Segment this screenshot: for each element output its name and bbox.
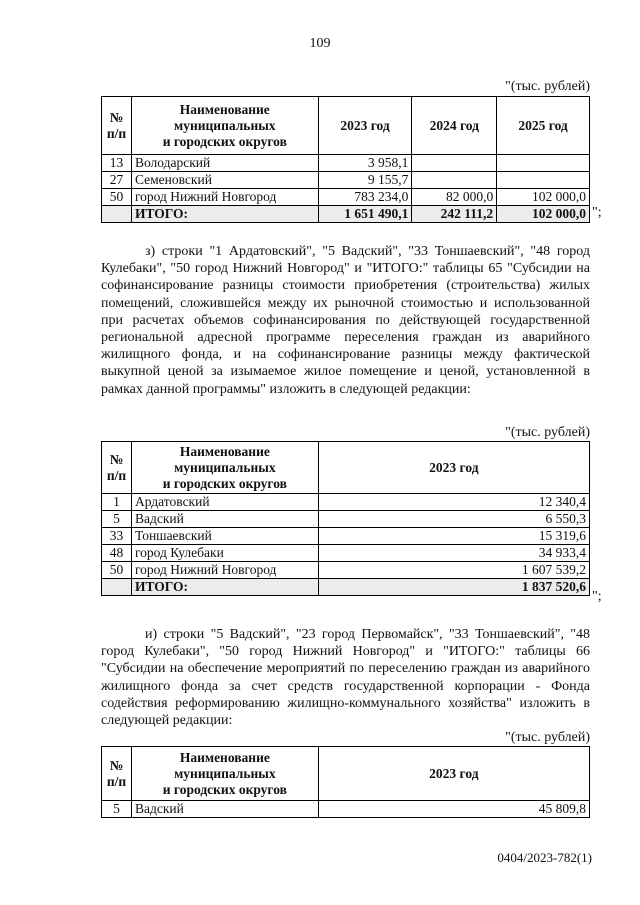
page-number: 109 [309, 36, 331, 51]
row-2023: 1 607 539,2 [318, 562, 589, 579]
row-2023: 3 958,1 [318, 155, 412, 172]
table-row [102, 528, 590, 545]
row-num: 13 [102, 155, 132, 172]
table-row [102, 494, 590, 511]
table-2 [101, 441, 590, 596]
table-closing-quote: "; [592, 205, 602, 220]
row-2024 [412, 172, 497, 189]
row-num: 48 [102, 545, 132, 562]
row-num: 27 [102, 172, 132, 189]
row-name: город Кулебаки [131, 545, 318, 562]
units-label: "(тыс. рублей) [505, 730, 590, 745]
row-2025 [497, 155, 590, 172]
paragraph-z: з) строки "1 Ардатовский", "5 Вадский", "33 Тоншаевский", "48 город Кулебаки", "50 город Нижний Новгород" и "ИТОГО:" таблицы 65 "Субсидии на софинансирование разницы стоимости приобретения (строительства) жилых помещений, сложившейся между их рыночной стоимостью и использованной при расчетах объемов софинансирования по действующей государственной региональной адресной программе переселения граждан из аварийного жилищного фонда, и на софинансирование разницы между фактической выкупной ценой за изымаемое жилое помещение и ценой, установленной в рамках данной программы" изложить в следующей редакции: [101, 244, 590, 397]
row-num: 50 [102, 562, 132, 579]
table-header-row [102, 97, 590, 155]
row-name: Вадский [131, 511, 318, 528]
total-2023: 1 651 490,1 [318, 206, 412, 223]
header-num: № п/п [102, 442, 132, 494]
header-name: Наименование муниципальных и городских округов [131, 442, 318, 494]
units-label: "(тыс. рублей) [505, 425, 590, 440]
row-num: 33 [102, 528, 132, 545]
header-2025: 2025 год [497, 97, 590, 155]
table-row [102, 801, 590, 818]
header-2023: 2023 год [318, 442, 589, 494]
total-2025: 102 000,0 [497, 206, 590, 223]
header-2023: 2023 год [318, 97, 412, 155]
header-num: № п/п [102, 97, 132, 155]
row-2025: 102 000,0 [497, 189, 590, 206]
row-2023: 6 550,3 [318, 511, 589, 528]
total-2023: 1 837 520,6 [318, 579, 589, 596]
row-2023: 34 933,4 [318, 545, 589, 562]
units-label: "(тыс. рублей) [505, 79, 590, 94]
table-row [102, 511, 590, 528]
header-name: Наименование муниципальных и городских округов [131, 97, 318, 155]
row-name: Вадский [131, 801, 318, 818]
row-2023: 783 234,0 [318, 189, 412, 206]
header-2024: 2024 год [412, 97, 497, 155]
total-row [102, 579, 590, 596]
total-2024: 242 111,2 [412, 206, 497, 223]
row-name: город Нижний Новгород [131, 189, 318, 206]
row-num: 50 [102, 189, 132, 206]
total-row [102, 206, 590, 223]
document-code: 0404/2023-782(1) [497, 850, 592, 865]
row-name: Семеновский [131, 172, 318, 189]
row-num: 5 [102, 511, 132, 528]
table-row [102, 545, 590, 562]
total-label: ИТОГО: [131, 206, 318, 223]
row-2024 [412, 155, 497, 172]
paragraph-i: и) строки "5 Вадский", "23 город Первомайск", "33 Тоншаевский", "48 город Кулебаки", "50 город Нижний Новгород" и "ИТОГО:" таблицы 66 "Субсидии на обеспечение мероприятий по переселению граждан из аварийного жилищного фонда за счет средств государственной корпорации - Фонда содействия реформированию жилищно-коммунального хозяйства" изложить в следующей редакции: [101, 627, 590, 729]
table-row [102, 189, 590, 206]
row-2025 [497, 172, 590, 189]
row-num: 5 [102, 801, 132, 818]
header-name: Наименование муниципальных и городских округов [131, 747, 318, 801]
row-2023: 12 340,4 [318, 494, 589, 511]
header-num: № п/п [102, 747, 132, 801]
table-1 [101, 96, 590, 223]
table-row [102, 172, 590, 189]
table-header-row [102, 747, 590, 801]
header-2023: 2023 год [318, 747, 589, 801]
table-header-row [102, 442, 590, 494]
table-row [102, 562, 590, 579]
row-name: Ардатовский [131, 494, 318, 511]
row-name: город Нижний Новгород [131, 562, 318, 579]
row-num: 1 [102, 494, 132, 511]
table-3 [101, 746, 590, 818]
table-closing-quote: "; [592, 589, 602, 604]
row-2023: 15 319,6 [318, 528, 589, 545]
row-2023: 45 809,8 [318, 801, 589, 818]
table-row [102, 155, 590, 172]
row-2023: 9 155,7 [318, 172, 412, 189]
total-label: ИТОГО: [131, 579, 318, 596]
row-name: Тоншаевский [131, 528, 318, 545]
row-name: Володарский [131, 155, 318, 172]
row-2024: 82 000,0 [412, 189, 497, 206]
